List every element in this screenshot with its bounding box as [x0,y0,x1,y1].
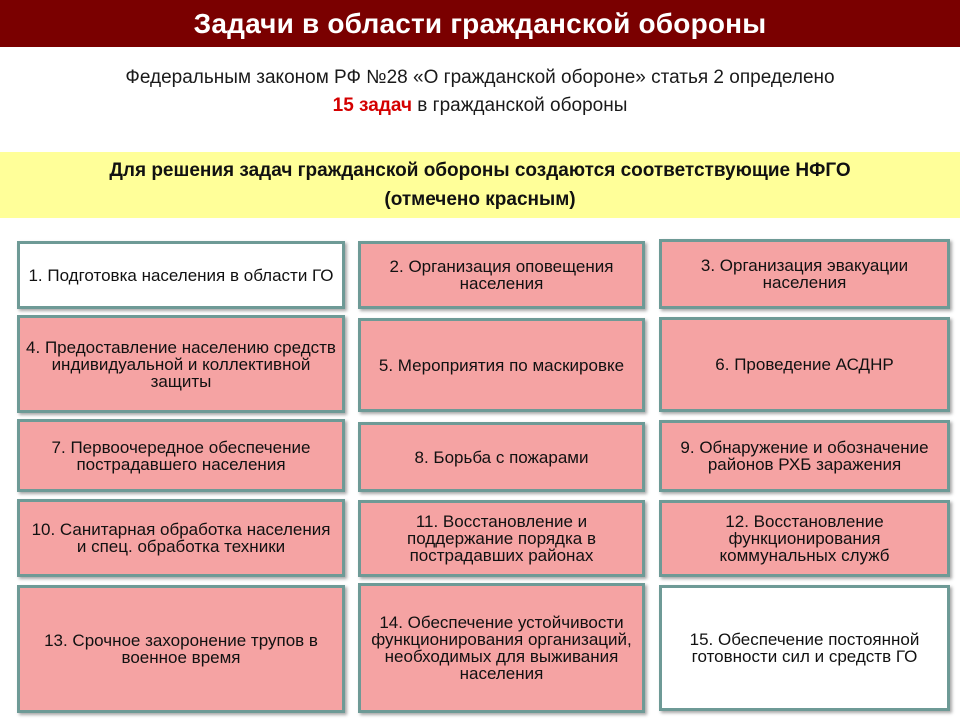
task-text: 11. Восстановление и поддержание порядка в пострадавших районах [407,512,596,565]
task-card [659,317,950,412]
task-text: 6. Проведение АСДНР [715,355,894,374]
task-card [17,585,345,713]
task-card [358,318,645,412]
task-text: 10. Санитарная обработка населения и спец. обработка техники [31,520,331,556]
task-text: 1. Подготовка населения в области ГО [28,265,334,285]
task-text: 12. Восстановление функционирования коммунальных служб [719,512,890,565]
task-text: 7. Первоочередное обеспечение пострадавшего населения [51,437,311,474]
task-card [17,419,345,492]
task-text: 5. Мероприятия по маскировке [378,355,625,375]
task-card [358,422,645,492]
intro-line-2-rest: в гражданской обороны [412,95,628,116]
task-count-accent: 15 задач [332,95,412,116]
task-card [659,500,950,577]
task-card [358,500,645,577]
page-title: Задачи в области гражданской обороны [193,7,767,39]
task-card [17,499,345,577]
task-card [17,241,345,309]
intro-text [0,64,960,120]
task-text: 2. Организация оповещения населения [389,257,614,293]
task-text: 15. Обеспечение постоянной готовности сил и средств ГО [689,630,920,666]
task-text: 3. Организация эвакуации населения [700,256,909,292]
nfgo-note-line-1: Для решения задач гражданской обороны создаются соответствующие НФГО [109,160,851,181]
task-card [659,239,950,309]
intro-line-2 [0,92,960,120]
task-text: 4. Предоставление населению средств индивидуальной и коллективной защиты [26,337,336,391]
task-text: 8. Борьба с пожарами [414,447,589,467]
nfgo-note-line-2: (отмечено красным) [384,189,576,210]
nfgo-note-band [0,152,960,218]
task-text: 13. Срочное захоронение трупов в военное время [44,631,318,667]
task-text: 9. Обнаружение и обозначение районов РХБ заражения [680,438,929,474]
intro-line-1: Федеральным законом РФ №28 «О гражданской обороне» статья 2 определено [125,67,835,88]
task-card [659,585,950,711]
task-card [659,420,950,492]
task-text: 14. Обеспечение устойчивости функционирования организаций, необходимых для выживания населения [371,613,632,683]
task-card [358,241,645,309]
task-card [17,315,345,413]
title-bar [0,0,960,47]
task-card [358,583,645,713]
